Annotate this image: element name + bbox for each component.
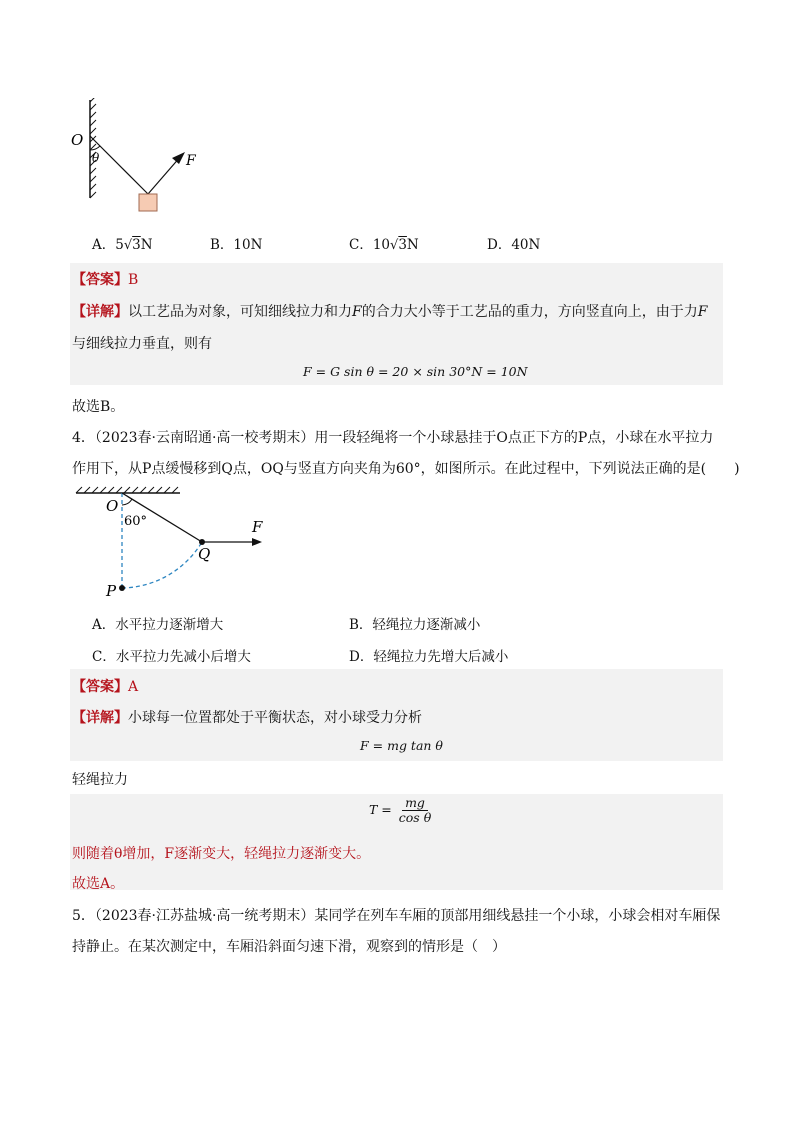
q4-formula2: T = $\frac{mg}{\text{cos θ}}$ [369,796,434,825]
q4-stem-line2: 作用下，从P点缓慢移到Q点，OQ与竖直方向夹角为60°，如图所示。在此过程中，下列说法正确的是( ) [72,461,740,477]
q4-option-d: D．轻绳拉力先增大后减小 [349,649,509,665]
q4-conclusion: 故选A。 [72,876,125,892]
label-O: O [106,497,119,515]
ball-P [119,585,125,591]
label-F: F [252,518,263,536]
q4-option-b: B．轻绳拉力逐渐减小 [349,617,481,633]
q4-stem-line1: 4．（2023春·云南昭通·高一校考期末）用一段轻绳将一个小球悬挂于O点正下方的P点，小球在水平拉力 [72,430,714,446]
label-theta: θ [92,151,100,165]
q3-formula: F = G sin θ = 20 × sin 30°N = 10N [303,364,528,379]
block [139,194,157,211]
q4-figure [70,485,270,600]
q4-detail-line1: 【详解】小球每一位置都处于平衡状态，对小球受力分析 [72,710,422,726]
q4-option-c: C．水平拉力先减小后增大 [92,649,251,665]
q3-answer: 【答案】B [72,272,139,288]
q4-answer: 【答案】A [72,679,139,695]
arrow-head-icon [252,538,262,546]
q3-option-a: A．5√3N [92,237,153,253]
q4-result: 则随着θ增加，F逐渐变大，轻绳拉力逐渐变大。 [72,846,371,862]
q3-option-b: B．10N [210,237,263,253]
q5-stem-line1: 5．（2023春·江苏盐城·高一统考期末）某同学在列车车厢的顶部用细线悬挂一个小球，小球会相对车厢保 [72,908,721,924]
label-O: O [71,131,84,149]
label-F: F [186,153,196,169]
force-F-arrow [148,156,181,194]
arrow-head-icon [172,152,185,164]
q4-formula1: F = mg tan θ [360,738,443,753]
q4-option-a: A．水平拉力逐渐增大 [92,617,224,633]
q3-figure [68,98,208,218]
q3-option-c: C．10√3N [349,237,419,253]
q3-option-d: D．40N [487,237,541,253]
label-P: P [106,582,117,600]
fraction: $\frac{mg}{\text{cos θ}}$ [398,795,432,825]
ceiling [76,487,180,493]
angle-arc [122,499,132,505]
string [90,136,148,194]
q3-conclusion: 故选B。 [72,399,125,415]
q3-detail-line2: 与细线拉力垂直，则有 [72,336,212,352]
wall [90,98,96,198]
q3-detail-line1: 【详解】以工艺品为对象，可知细线拉力和力F的合力大小等于工艺品的重力，方向竖直向上，由于力F [72,304,708,320]
q4-rope-label: 轻绳拉力 [72,772,128,788]
arc-dashed [122,542,202,588]
label-angle: 60° [124,514,148,529]
q5-stem-line2: 持静止。在某次测定中，车厢沿斜面匀速下滑，观察到的情形是（ ） [72,939,506,955]
label-Q: Q [198,545,211,563]
